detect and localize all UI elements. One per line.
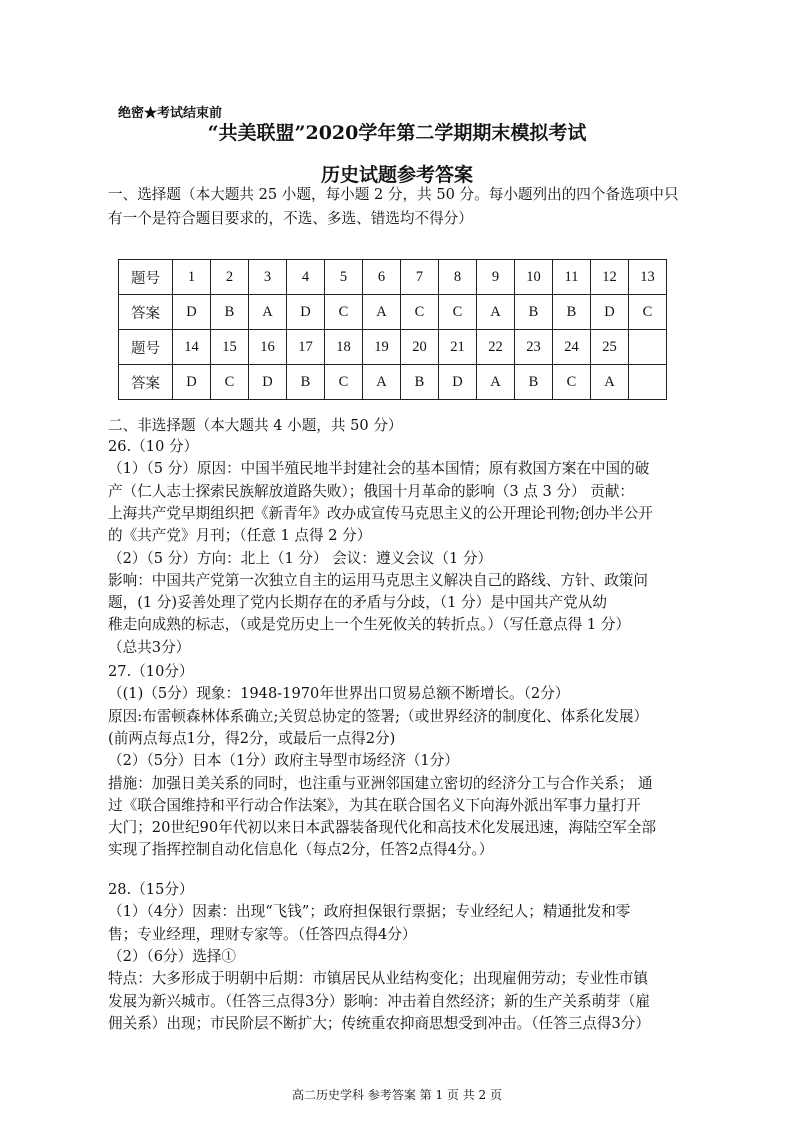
section2-heading: 二、非选择题（本大题共 4 小题，共 50 分） (108, 417, 403, 434)
answer-letter-cell: D (439, 365, 477, 400)
answer-letter-cell: C (325, 295, 363, 330)
answer-line: 稚走向成熟的标志，（或是党历史上一个生死攸关的转折点。）（写任意点得 1 分） (108, 616, 631, 634)
row-label: 题号 (119, 330, 173, 365)
table-row (119, 295, 667, 330)
table-row (119, 260, 667, 295)
question-number-cell: 19 (363, 330, 401, 365)
answer-line: （1）（5 分）原因：中国半殖民地半封建社会的基本国情；原有救国方案在中国的破 (108, 460, 650, 478)
answer-line: 27.（10分） (108, 663, 194, 680)
answer-letter-cell: A (363, 295, 401, 330)
question-number-cell: 4 (287, 260, 325, 295)
answer-table (118, 259, 667, 400)
answer-line: 的《共产党》月刊；（任意 1 点得 2 分） (108, 527, 372, 545)
answer-line: 28.（15分） (108, 881, 194, 898)
answer-line: 影响：中国共产党第一次独立自主的运用马克思主义解决自己的路线、方针、政策问 (108, 571, 648, 589)
answer-letter-cell: D (591, 295, 629, 330)
row-label: 题号 (119, 260, 173, 295)
answer-line: （(1)（5分）现象：1948-1970年世界出口贸易总额不断增长。（2分） (108, 685, 570, 703)
answer-line: （2）（5分）日本（1分）政府主导型市场经济（1分） (108, 752, 459, 770)
question-number-cell: 8 (439, 260, 477, 295)
question-number-cell: 3 (249, 260, 287, 295)
answer-line: 产（仁人志士探索民族解放道路失败）；俄国十月革命的影响（3 点 3 分） 贡献： (108, 482, 635, 500)
answer-line: 上海共产党早期组织把《新青年》改办成宣传马克思主义的公开理论刊物;创办半公开 (108, 504, 653, 522)
question-number-cell (629, 330, 667, 365)
answer-line: （2）（6分）选择① (108, 947, 237, 965)
question-number-cell: 18 (325, 330, 363, 365)
answer-letter-cell: D (287, 295, 325, 330)
answer-letter-cell: A (477, 295, 515, 330)
answer-line: 售；专业经理，理财专家等。（任答四点得4分） (108, 925, 417, 943)
question-number-cell: 22 (477, 330, 515, 365)
answer-letter-cell: B (211, 295, 249, 330)
answer-line: 题，(1 分)妥善处理了党内长期存在的矛盾与分歧，（1 分）是中国共产党从幼 (108, 594, 607, 612)
answer-letter-cell: B (553, 295, 591, 330)
answer-line: （2）（5 分）方向：北上（1 分） 会议：遵义会议（1 分） (108, 549, 493, 567)
answer-line: 措施：加强日美关系的同时，也注重与亚洲邻国建立密切的经济分工与合作关系； 通 (108, 774, 653, 792)
answer-letter-cell: B (515, 295, 553, 330)
answer-letter-cell: A (477, 365, 515, 400)
answer-letter-cell: A (249, 295, 287, 330)
question-number-cell: 2 (211, 260, 249, 295)
answer-line: 特点：大多形成于明朝中后期：市镇居民从业结构变化；出现雇佣劳动；专业性市镇 (108, 970, 648, 988)
answer-letter-cell: D (249, 365, 287, 400)
answer-letter-cell: A (591, 365, 629, 400)
answer-line: 佣关系）出现；市民阶层不断扩大；传统重农抑商思想受到冲击。（任答三点得3分） (108, 1014, 650, 1032)
question-number-cell: 16 (249, 330, 287, 365)
answer-letter-cell: C (211, 365, 249, 400)
answer-line: 原因:布雷顿森林体系确立;关贸总协定的签署;（或世界经济的制度化、体系化发展） (108, 707, 649, 725)
question-number-cell: 17 (287, 330, 325, 365)
answer-letter-cell: C (325, 365, 363, 400)
answer-line: （总共3分） (108, 638, 191, 656)
question-number-cell: 12 (591, 260, 629, 295)
answer-key-subtitle: 历史试题参考答案 (320, 164, 473, 186)
question-number-cell: 21 (439, 330, 477, 365)
question-number-cell: 14 (173, 330, 211, 365)
table-row (119, 330, 667, 365)
section1-heading-line2: 有一个是符合题目要求的，不选、多选、错选均不得分） (108, 210, 473, 227)
answer-letter-cell: C (439, 295, 477, 330)
answer-letter-cell: B (401, 365, 439, 400)
answer-line: 26.（10 分） (108, 438, 199, 455)
table-row (119, 365, 667, 400)
question-number-cell: 23 (515, 330, 553, 365)
answer-line: 发展为新兴城市。（任答三点得3分）影响：冲击着自然经济；新的生产关系萌芽（雇 (108, 992, 650, 1010)
question-number-cell: 7 (401, 260, 439, 295)
question-number-cell: 24 (553, 330, 591, 365)
page-footer: 高二历史学科 参考答案 第 1 页 共 2 页 (292, 1088, 502, 1102)
row-label: 答案 (119, 365, 173, 400)
section1-heading-line1: 一、选择题（本大题共 25 小题，每小题 2 分，共 50 分。每小题列出的四个备选项中只 (108, 186, 679, 203)
question-number-cell: 10 (515, 260, 553, 295)
answer-line: (前两点每点1分，得2分，或最后一点得2分) (108, 729, 396, 747)
answer-line: 实现了指挥控制自动化信息化（每点2分，任答2点得4分。） (108, 841, 494, 859)
question-number-cell: 6 (363, 260, 401, 295)
row-label: 答案 (119, 295, 173, 330)
question-number-cell: 20 (401, 330, 439, 365)
question-number-cell: 9 (477, 260, 515, 295)
question-number-cell: 25 (591, 330, 629, 365)
question-number-cell: 11 (553, 260, 591, 295)
answer-letter-cell: D (173, 295, 211, 330)
exam-title: “共美联盟”2020学年第二学期期末模拟考试 (207, 122, 587, 144)
answer-letter-cell: C (629, 295, 667, 330)
answer-letter-cell: B (515, 365, 553, 400)
answer-line: 过《联合国维持和平行动合作法案》，为其在联合国名义下向海外派出军事力量打开 (108, 796, 641, 814)
answer-line: （1）（4分）因素：出现“飞钱”；政府担保银行票据；专业经纪人；精通批发和零 (108, 903, 631, 921)
answer-letter-cell: A (363, 365, 401, 400)
question-number-cell: 15 (211, 330, 249, 365)
answer-letter-cell (629, 365, 667, 400)
answer-line: 大门；20世纪90年代初以来日本武器装备现代化和高技术化发展迅速，海陆空军全部 (108, 819, 656, 837)
answer-letter-cell: C (553, 365, 591, 400)
question-number-cell: 5 (325, 260, 363, 295)
question-number-cell: 1 (173, 260, 211, 295)
answer-letter-cell: D (173, 365, 211, 400)
answer-letter-cell: B (287, 365, 325, 400)
question-number-cell: 13 (629, 260, 667, 295)
answer-letter-cell: C (401, 295, 439, 330)
confidential-label: 绝密★考试结束前 (118, 106, 223, 121)
